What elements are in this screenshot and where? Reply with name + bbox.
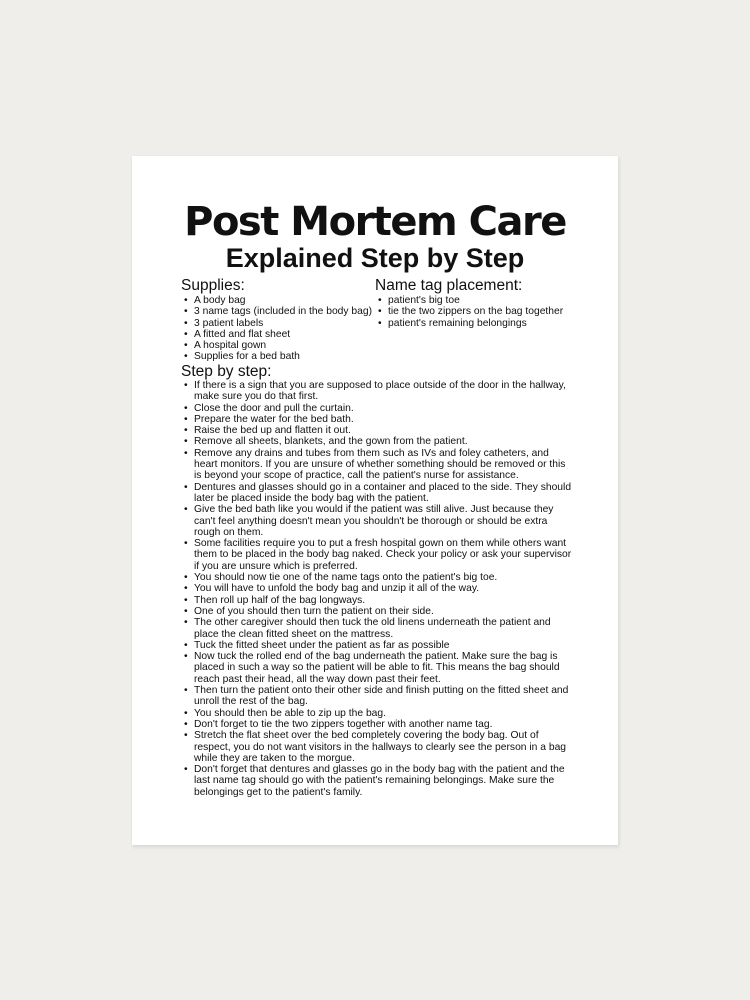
list-item: • You will have to unfold the body bag and unzip it all of the way.	[181, 583, 573, 594]
supplies-list	[181, 295, 381, 363]
list-item: • A body bag	[181, 295, 381, 306]
list-item: • Stretch the flat sheet over the bed completely covering the body bag. Out of respect, you do not want visitors in the hallways to clearly see the person in a bag while they are taken to the morgue.	[181, 730, 573, 764]
list-item: • You should then be able to zip up the bag.	[181, 708, 573, 719]
list-item: • Remove all sheets, blankets, and the gown from the patient.	[181, 436, 573, 447]
list-item: • The other caregiver should then tuck the old linens underneath the patient and place the clean fitted sheet on the mattress.	[181, 617, 573, 640]
list-item: • 3 name tags (included in the body bag)	[181, 306, 381, 317]
list-item: • patient's big toe	[375, 295, 595, 306]
list-item: • Then roll up half of the bag longways.	[181, 595, 573, 606]
list-item: • Close the door and pull the curtain.	[181, 403, 573, 414]
list-item: • 3 patient labels	[181, 318, 381, 329]
steps-heading: Step by step:	[181, 363, 272, 380]
list-item: • Dentures and glasses should go in a container and placed to the side. They should later be placed inside the body bag with the patient.	[181, 482, 573, 505]
list-item: • A hospital gown	[181, 340, 381, 351]
list-item: • Raise the bed up and flatten it out.	[181, 425, 573, 436]
supplies-section	[181, 278, 381, 363]
list-item: • Then turn the patient onto their other side and finish putting on the fitted sheet and unroll the rest of the bag.	[181, 685, 573, 708]
poster-print	[132, 156, 618, 845]
list-item: • Supplies for a bed bath	[181, 351, 381, 362]
list-item: • Give the bed bath like you would if the patient was still alive. Just because they can't feel anything doesn't mean you shouldn't be thorough or should be extra rough on them.	[181, 504, 573, 538]
list-item: • If there is a sign that you are supposed to place outside of the door in the hallway, make sure you do that first.	[181, 380, 573, 403]
page-subtitle: Explained Step by Step	[225, 243, 525, 273]
list-item: • tie the two zippers on the bag together	[375, 306, 595, 317]
name-tag-placement-section	[375, 278, 595, 329]
steps-section	[181, 364, 573, 798]
list-item: • One of you should then turn the patient on their side.	[181, 606, 573, 617]
list-item: • Don't forget to tie the two zippers together with another name tag.	[181, 719, 573, 730]
name-tag-placement-list	[375, 295, 595, 329]
name-tag-placement-heading: Name tag placement:	[375, 277, 523, 294]
list-item: • A fitted and flat sheet	[181, 329, 381, 340]
list-item: • patient's remaining belongings	[375, 318, 595, 329]
list-item: • Remove any drains and tubes from them such as IVs and foley catheters, and heart monitors. If you are unsure of whether something should be removed or this is beyond your scope of practice, call the patient's nurse for assistance.	[181, 448, 573, 482]
list-item: • Don't forget that dentures and glasses go in the body bag with the patient and the last name tag should go with the patient's remaining belongings. Make sure the belongings get to the patient's family.	[181, 764, 573, 798]
list-item: • Some facilities require you to put a fresh hospital gown on them while others want them to be placed in the body bag naked. Check your policy or ask your supervisor if you are unsure which is preferred.	[181, 538, 573, 572]
list-item: • You should now tie one of the name tags onto the patient's big toe.	[181, 572, 573, 583]
list-item: • Tuck the fitted sheet under the patient as far as possible	[181, 640, 573, 651]
steps-list	[181, 380, 573, 798]
supplies-heading: Supplies:	[181, 277, 245, 294]
list-item: • Now tuck the rolled end of the bag underneath the patient. Make sure the bag is placed in such a way so the patient will be able to fit. This means the bag should reach past their head, all the way down past their feet.	[181, 651, 573, 685]
page-title: Post Mortem Care	[184, 199, 566, 245]
list-item: • Prepare the water for the bed bath.	[181, 414, 573, 425]
